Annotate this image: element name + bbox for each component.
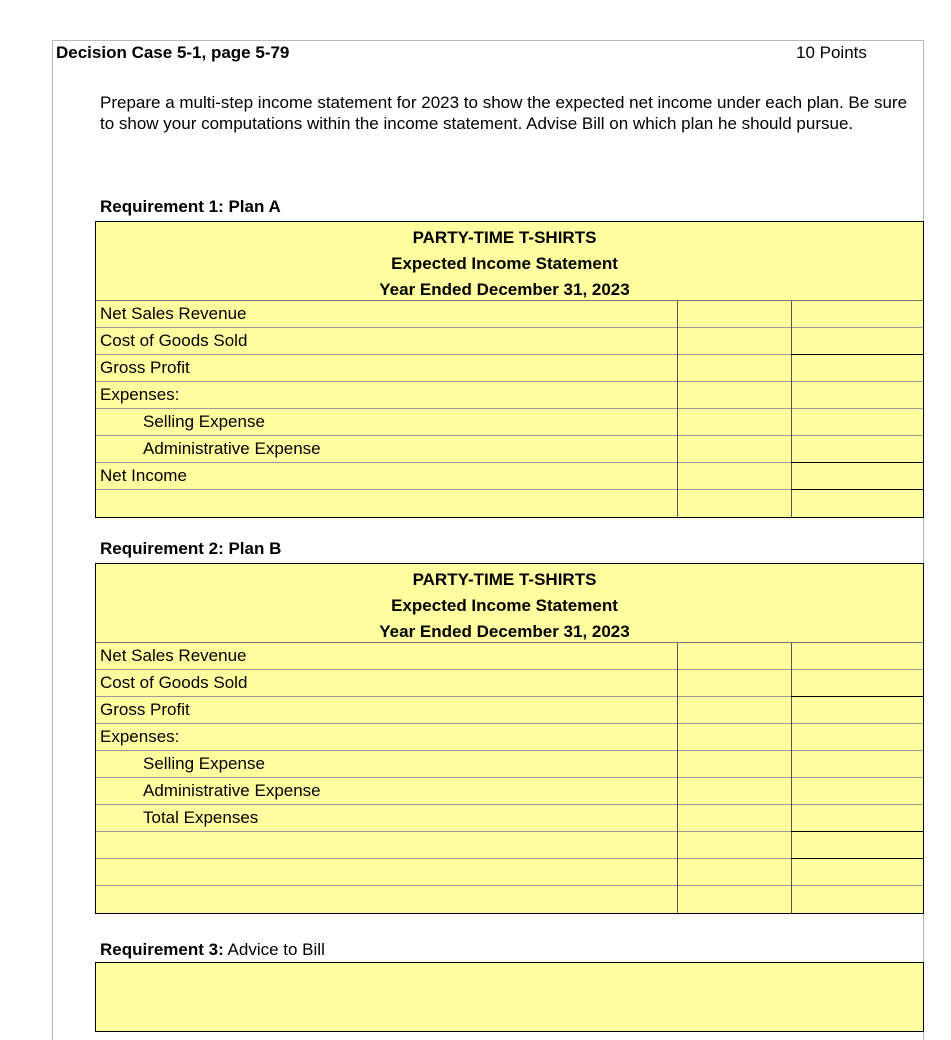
instructions-text: Prepare a multi-step income statement for 2023 to show the expected net income under each plan. Be sure to show your computations within the income statement. Advise Bill on which plan he should pursue.: [100, 93, 908, 133]
row-label: Gross Profit: [100, 358, 190, 377]
row-label: Selling Expense: [143, 412, 265, 431]
company-name: PARTY-TIME T-SHIRTS: [412, 570, 597, 589]
row-label: Administrative Expense: [143, 781, 321, 800]
table-row[interactable]: [96, 805, 923, 832]
statement-header: [96, 564, 923, 643]
table-row[interactable]: [96, 328, 923, 355]
row-label: Gross Profit: [100, 700, 190, 719]
table-row[interactable]: [96, 409, 923, 436]
statement-rows: [96, 643, 923, 913]
table-row[interactable]: [96, 697, 923, 724]
table-row[interactable]: [96, 355, 923, 382]
row-label: Administrative Expense: [143, 439, 321, 458]
requirement-1-heading: Requirement 1: Plan A: [100, 197, 281, 216]
row-label: Net Income: [100, 466, 187, 485]
row-label: Expenses:: [100, 727, 180, 746]
advice-answer-box[interactable]: [95, 962, 924, 1032]
statement-name: Expected Income Statement: [391, 596, 618, 615]
table-row[interactable]: [96, 724, 923, 751]
statement-period: Year Ended December 31, 2023: [379, 280, 630, 299]
table-row[interactable]: [96, 859, 923, 886]
plan-a-income-statement: [95, 221, 924, 518]
statement-name: Expected Income Statement: [391, 254, 618, 273]
statement-period: Year Ended December 31, 2023: [379, 622, 630, 641]
row-label: Total Expenses: [143, 808, 259, 827]
table-row[interactable]: [96, 643, 923, 670]
requirement-3-label: Requirement 3:: [100, 940, 224, 959]
company-name: PARTY-TIME T-SHIRTS: [412, 228, 597, 247]
points-label: 10 Points: [796, 43, 867, 62]
table-row[interactable]: [96, 778, 923, 805]
statement-rows: [96, 301, 923, 517]
row-label: Selling Expense: [143, 754, 265, 773]
table-row[interactable]: [96, 436, 923, 463]
table-row[interactable]: [96, 832, 923, 859]
requirement-3-title: Advice to Bill: [223, 940, 325, 959]
table-row[interactable]: [96, 490, 923, 517]
row-label: Net Sales Revenue: [100, 646, 247, 665]
table-row[interactable]: [96, 463, 923, 490]
row-label: Expenses:: [100, 385, 180, 404]
table-row[interactable]: [96, 670, 923, 697]
case-title: Decision Case 5-1, page 5-79: [56, 43, 290, 62]
table-row[interactable]: [96, 751, 923, 778]
plan-b-income-statement: [95, 563, 924, 914]
row-label: Cost of Goods Sold: [100, 673, 248, 692]
statement-header: [96, 222, 923, 301]
row-label: Net Sales Revenue: [100, 304, 247, 323]
row-label: Cost of Goods Sold: [100, 331, 248, 350]
requirement-3-heading: [100, 940, 325, 960]
requirement-2-heading: Requirement 2: Plan B: [100, 539, 282, 558]
table-row[interactable]: [96, 301, 923, 328]
table-row[interactable]: [96, 886, 923, 913]
table-row[interactable]: [96, 382, 923, 409]
